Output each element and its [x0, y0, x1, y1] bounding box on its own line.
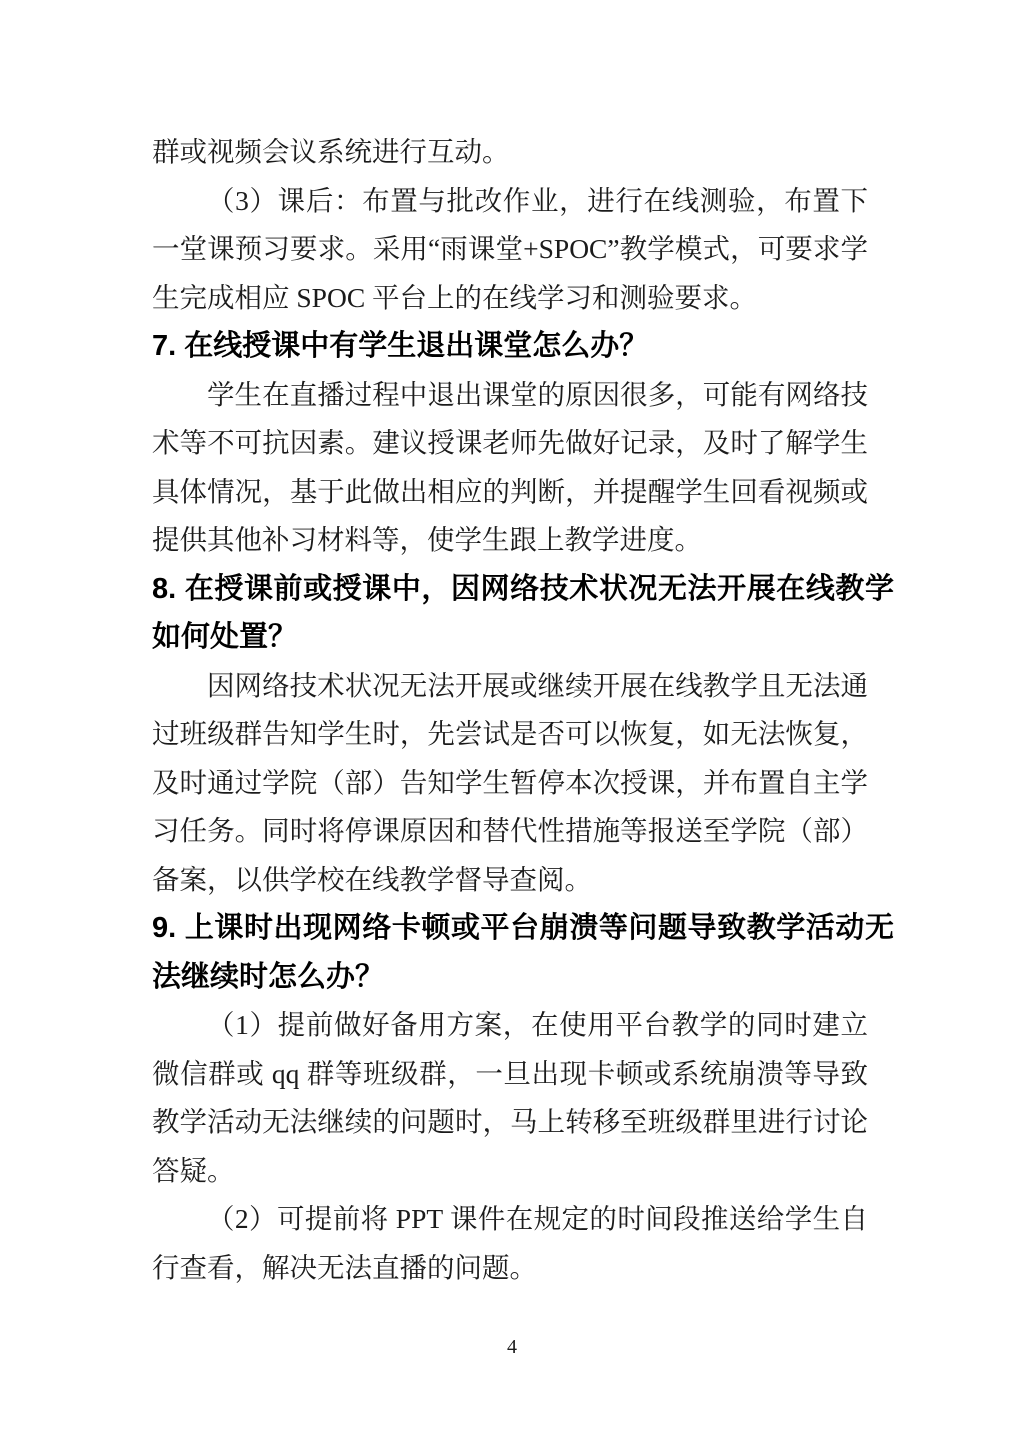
text-column — [152, 128, 894, 1292]
section-heading-q7: 7. 在线授课中有学生退出课堂怎么办？ — [152, 330, 649, 362]
paragraph-q7-answer: 学生在直播过程中退出课堂的原因很多，可能有网络技术等不可抗因素。建议授课老师先做好记录，及时了解学生具体情况，基于此做出相应的判断，并提醒学生回看视频或提供其他补习材料等，使学生跟上教学进度。 — [152, 378, 868, 555]
section-heading-q9: 9. 上课时出现网络卡顿或平台崩溃等问题导致教学活动无法继续时怎么办？ — [152, 912, 894, 993]
paragraph-continuation: 群或视频会议系统进行互动。 — [152, 136, 510, 167]
section-heading-q8: 8. 在授课前或授课中，因网络技术状况无法开展在线教学如何处置？ — [152, 572, 894, 653]
paragraph-q9-answer-1: （1）提前做好备用方案，在使用平台教学的同时建立微信群或 qq 群等班级群，一旦出现卡顿或系统崩溃等导致教学活动无法继续的问题时，马上转移至班级群里进行讨论答疑。 — [152, 1009, 868, 1186]
paragraph-q9-answer-2: （2）可提前将 PPT 课件在规定的时间段推送给学生自行查看，解决无法直播的问题。 — [152, 1203, 868, 1283]
page-number: 4 — [507, 1336, 517, 1358]
paragraph-q8-answer: 因网络技术状况无法开展或继续开展在线教学且无法通过班级群告知学生时，先尝试是否可以恢复，如无法恢复，及时通过学院（部）告知学生暂停本次授课，并布置自主学习任务。同时将停课原因和替代性措施等报送至学院（部）备案，以供学校在线教学督导查阅。 — [152, 669, 868, 895]
paragraph-after-class-item-3: （3）课后：布置与批改作业，进行在线测验，布置下一堂课预习要求。采用“雨课堂+SPOC”教学模式，可要求学生完成相应 SPOC 平台上的在线学习和测验要求。 — [152, 184, 868, 313]
